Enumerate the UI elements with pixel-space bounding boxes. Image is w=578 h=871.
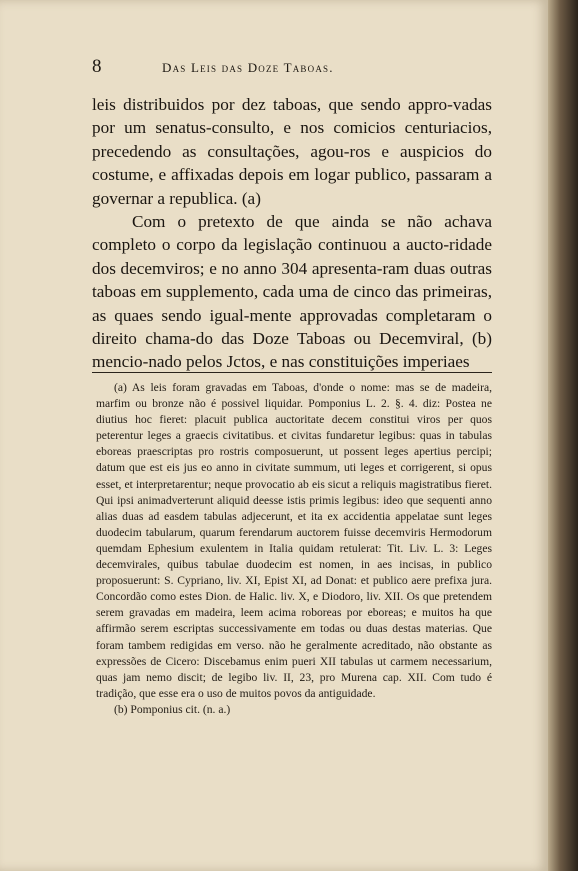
footnote-a: (a) As leis foram gravadas em Taboas, d'onde o nome: mas se de madeira, marfim ou bronze não é possivel liquidar. Pomponius L. 2. §. 4. diz: Postea ne diutius hoc fieret: placuit publica auctoritate decem constitui viros per quos peterentur leges a graecis civitatibus. et civitas fundaretur legibus: quas in tabulas eboreas praescriptas pro rostris composuerunt, ut possent leges apertius percipi; datum que est eis jus eo anno in civitate summum, uti leges et corrigerent, si opus esset, et interpretarentur; neque provocatio ab eis sicut a reliquis magistratibus fieret. Qui ipsi animadverterunt aliquid deesse istis primis legibus: ideo que sequenti anno alias duas ad easdem tabulas adjecerunt, et ita ex accidentia appelatae sunt leges duodecim tabularum, quarum ferendarum auctorem fuisse decemviris Hermodorum quemdam Ephesium exulentem in Italia quidam retulerat: Tit. Liv. L. 3: Leges decemvirales, quibus tabulae duodecim est nomen, in aes incisas, in publico proposuerunt: S. Cypriano, liv. XI, Epist XI, ad Donat: et publico aere prefixa jura. Concordão como estes Dion. de Halic. liv. X, e Diodoro, liv. XII. Os que pretendem serem gravadas em madeira, leem acima roboreas por eboreas; e muitos ha que affirmão serem escriptas successivamente em todas ou duas destas materias. Que foram tambem redigidas em verso. não he geralmente acreditado, não obstante as expressões de Cicero: Discebamus enim pueri XII tabulas ut carmem necessarium, quas jam nemo discit; de legibo liv. II, 23, pro Murena cap. XII. Com tudo é tradição, que esse era o uso de muitos povos da antiguidade. (96, 381, 492, 700)
footnotes (96, 380, 492, 718)
main-text (92, 93, 492, 374)
running-title: Das Leis das Doze Taboas. (162, 60, 334, 75)
page-header (92, 56, 492, 80)
footnote-b: (b) Pomponius cit. (n. a.) (114, 702, 231, 716)
paragraph-1: leis distribuidos por dez taboas, que sendo appro-vadas por um senatus-consulto, e nos comicios centuriacios, precedendo as consultações, agou-ros e auspicios do costume, e affixadas depois em logar publico, passaram a governar a republica. (a) (92, 95, 492, 208)
footnote-divider (92, 372, 492, 373)
page-edge (548, 0, 578, 871)
page-number: 8 (92, 56, 102, 77)
paragraph-2: Com o pretexto de que ainda se não achava completo o corpo da legislação continuou a aucto-ridade dos decemviros; e no anno 304 apresenta-ram duas outras taboas em supplemento, cada uma de cinco das primeiras, as quaes sendo igual-mente approvadas completaram o direito chama-do das Doze Taboas ou Decemviral, (b) mencio-nado pelos Jctos, e nas constituições imperiaes (92, 212, 492, 372)
